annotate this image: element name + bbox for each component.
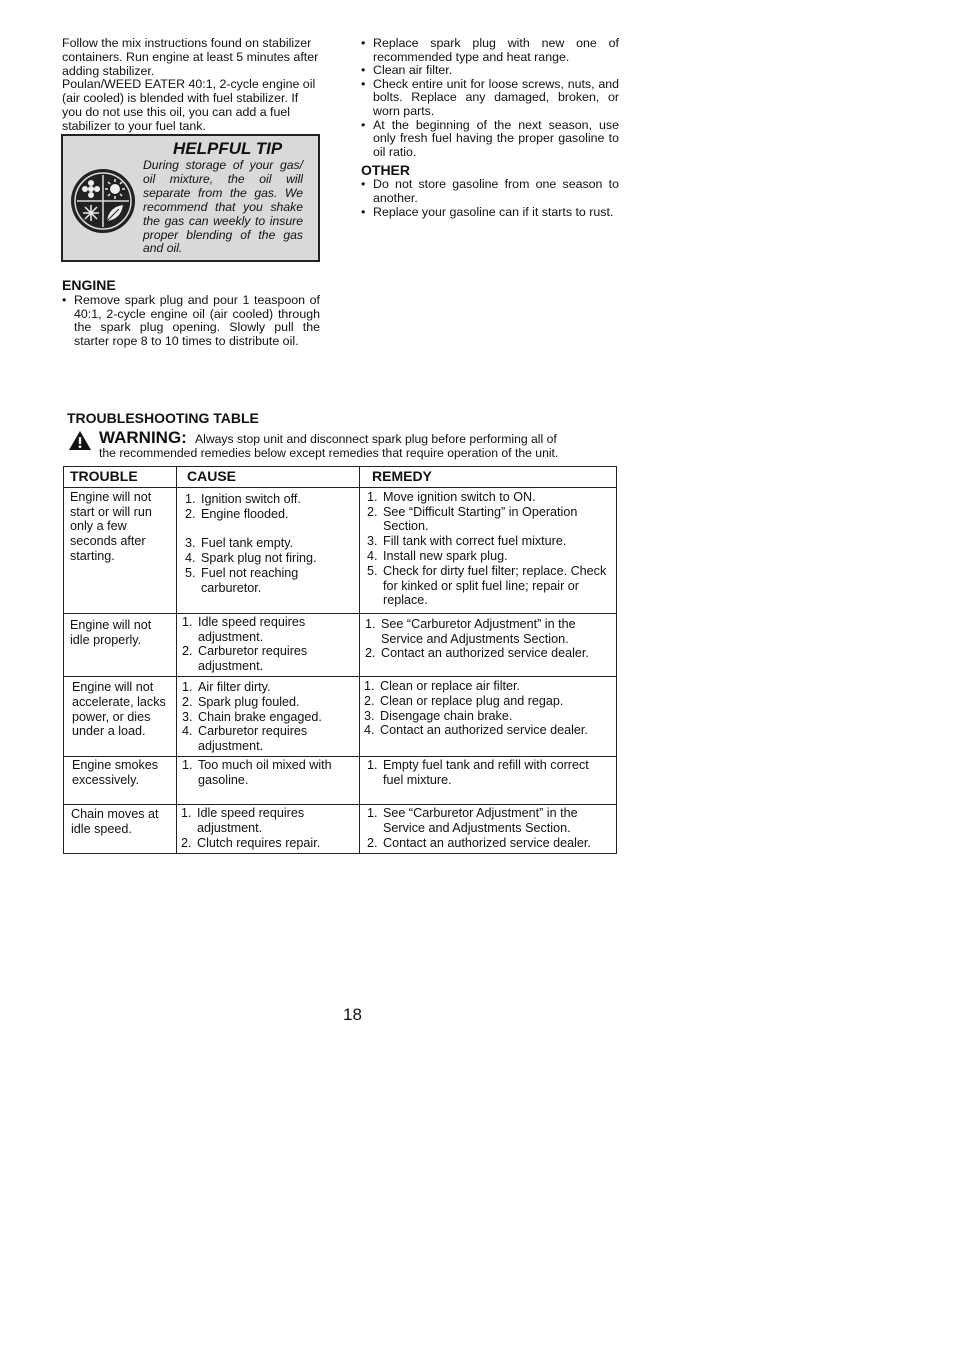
list-item: 3. Disengage chain brake. bbox=[364, 708, 513, 723]
list-item: 1. Ignition switch off. bbox=[185, 491, 301, 506]
list-item: 2. Carburetor requires adjustment. bbox=[182, 644, 308, 674]
cause-cell bbox=[177, 804, 360, 853]
remedy-cell bbox=[360, 756, 617, 804]
helpful-tip-title: HELPFUL TIP bbox=[173, 139, 283, 158]
table-row bbox=[64, 676, 617, 756]
list-item: 2. Engine flooded. bbox=[185, 506, 289, 521]
warning-text-line-2: the recommended remedies below except remedies that require operation of the unit. bbox=[99, 446, 559, 460]
helpful-tip-text: During storage of your gas/ oil mixture, the oil will separate from the gas. We recommend that you shake the gas can weekly to insure proper blending of the gas and oil. bbox=[143, 158, 303, 256]
list-item: 3. Fill tank with correct fuel mixture. bbox=[367, 534, 567, 549]
remedy-cell bbox=[360, 804, 617, 853]
header-remedy: REMEDY bbox=[360, 467, 617, 488]
storage-bullet-3: • Check entire unit for loose screws, nuts, and bolts. Replace any damaged, broken, or worn parts. bbox=[361, 78, 619, 119]
table-row bbox=[64, 756, 617, 804]
right-column bbox=[361, 37, 619, 219]
cause-cell bbox=[177, 756, 360, 804]
header-cause: CAUSE bbox=[177, 467, 360, 488]
cause-cell bbox=[177, 487, 360, 613]
list-item: 2. Contact an authorized service dealer. bbox=[367, 835, 591, 850]
list-item: 4. Install new spark plug. bbox=[367, 548, 508, 563]
engine-heading: ENGINE bbox=[62, 277, 116, 293]
spacer bbox=[185, 521, 353, 536]
warning-label: WARNING: bbox=[99, 428, 187, 447]
cause-cell bbox=[177, 676, 360, 756]
list-item: 1. Clean or replace air filter. bbox=[364, 678, 520, 693]
list-item: 2. Clean or replace plug and regap. bbox=[364, 693, 564, 708]
table-row bbox=[64, 613, 617, 676]
storage-bullet-4: • At the beginning of the next season, use only fresh fuel having the proper gasoline to oil ratio. bbox=[361, 119, 619, 160]
header-trouble: TROUBLE bbox=[64, 467, 177, 488]
list-item: 3. Chain brake engaged. bbox=[182, 709, 322, 724]
list-item: 1. Idle speed requires adjustment. bbox=[181, 805, 305, 835]
left-column bbox=[62, 37, 320, 134]
trouble-cell: Engine will not accelerate, lacks power, or dies under a load. bbox=[64, 676, 177, 756]
intro-paragraph-1: Follow the mix instructions found on stabilizer containers. Run engine at least 5 minutes after adding stabilizer. bbox=[62, 36, 319, 78]
four-seasons-icon bbox=[69, 167, 137, 240]
list-item: 4. Contact an authorized service dealer. bbox=[364, 723, 588, 738]
list-item: 5. Check for dirty fuel filter; replace. Check for kinked or split fuel line; repair or replace. bbox=[367, 563, 607, 608]
list-item: 1. See “Carburetor Adjustment” in the Service and Adjustments Section. bbox=[365, 616, 576, 646]
list-item: 1. Air filter dirty. bbox=[182, 679, 271, 694]
list-item: 5. Fuel not reaching carburetor. bbox=[185, 565, 299, 595]
engine-bullet: • Remove spark plug and pour 1 teaspoon of 40:1, 2-cycle engine oil (air cooled) through the spark plug opening. Slowly pull the starter rope 8 to 10 times to distribute oil. bbox=[62, 294, 320, 348]
list-item: 2. Clutch requires repair. bbox=[181, 835, 321, 850]
other-bullet-2: • Replace your gasoline can if it starts to rust. bbox=[361, 206, 619, 220]
table-row bbox=[64, 487, 617, 613]
list-item: 1. Too much oil mixed with gasoline. bbox=[182, 757, 332, 787]
page-number: 18 bbox=[343, 1005, 362, 1024]
warning-text-line-1: Always stop unit and disconnect spark plug before performing all of bbox=[195, 432, 557, 446]
other-heading: OTHER bbox=[361, 162, 410, 179]
trouble-cell: Engine will not start or will run only a few seconds after starting. bbox=[64, 487, 177, 613]
cause-cell bbox=[177, 613, 360, 676]
list-item: 1. See “Carburetor Adjustment” in the Service and Adjustments Section. bbox=[367, 805, 578, 835]
storage-bullet-1: • Replace spark plug with new one of recommended type and heat range. bbox=[361, 37, 619, 64]
list-item: 2. See “Difficult Starting” in Operation Section. bbox=[367, 504, 578, 534]
remedy-cell bbox=[360, 613, 617, 676]
engine-section bbox=[62, 277, 320, 348]
list-item: 1. Idle speed requires adjustment. bbox=[182, 614, 306, 644]
list-item: 4. Spark plug not firing. bbox=[185, 551, 317, 566]
list-item: 3. Fuel tank empty. bbox=[185, 536, 294, 551]
list-item: 4. Carburetor requires adjustment. bbox=[182, 724, 308, 754]
trouble-cell: Chain moves at idle speed. bbox=[64, 804, 177, 853]
troubleshooting-table bbox=[63, 466, 617, 854]
trouble-cell: Engine smokes excessively. bbox=[64, 756, 177, 804]
intro-paragraph-2: Poulan/WEED EATER 40:1, 2-cycle engine oil (air cooled) is blended with fuel stabilizer. If you do not use this oil, you can add a fuel stabilizer to your fuel tank. bbox=[62, 77, 316, 133]
helpful-tip-box bbox=[61, 134, 320, 262]
warning-triangle-icon bbox=[68, 430, 92, 456]
list-item: 1. Empty fuel tank and refill with correct fuel mixture. bbox=[367, 757, 589, 787]
troubleshooting-title: TROUBLESHOOTING TABLE bbox=[67, 410, 259, 426]
list-item: 1. Move ignition switch to ON. bbox=[367, 489, 536, 504]
list-item: 2. Contact an authorized service dealer. bbox=[365, 646, 589, 661]
list-item: 2. Spark plug fouled. bbox=[182, 694, 300, 709]
table-row bbox=[64, 804, 617, 853]
remedy-cell bbox=[360, 487, 617, 613]
remedy-cell bbox=[360, 676, 617, 756]
other-bullet-1: • Do not store gasoline from one season to another. bbox=[361, 178, 619, 205]
trouble-cell: Engine will not idle properly. bbox=[64, 613, 177, 676]
storage-bullet-2: • Clean air filter. bbox=[361, 64, 619, 78]
